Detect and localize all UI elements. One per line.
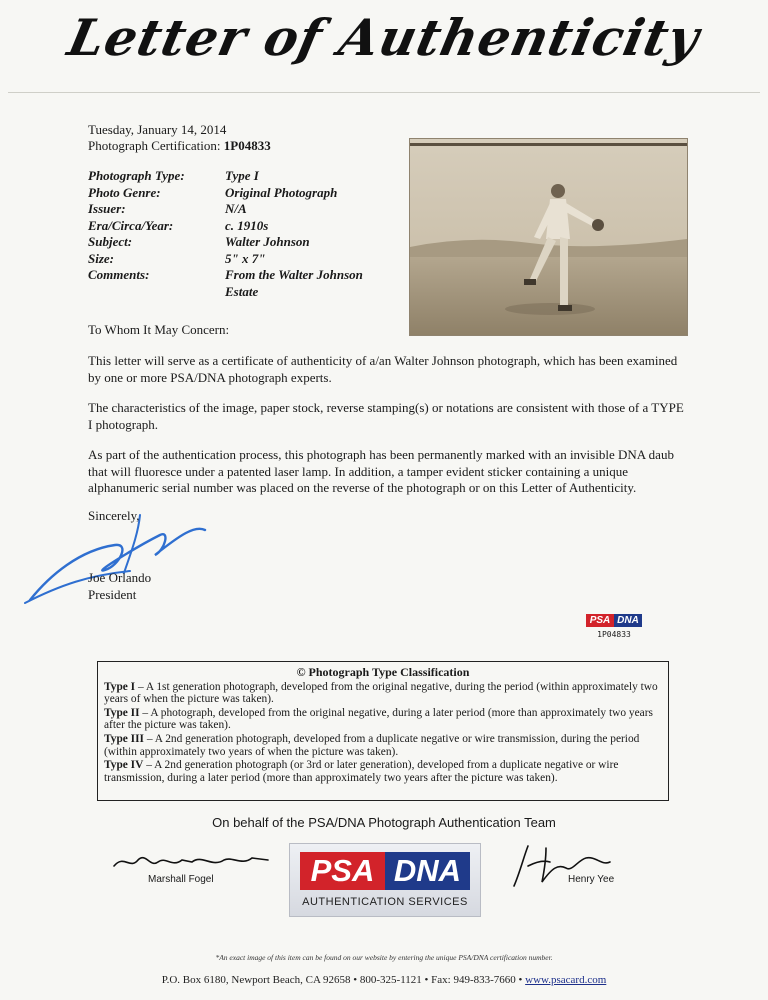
info-value: From the Walter Johnson Estate xyxy=(225,267,363,299)
info-row-type xyxy=(88,168,385,185)
document-title: Letter of Authenticity xyxy=(63,8,705,67)
photo-info-table xyxy=(88,168,385,300)
info-label: Photo Genre: xyxy=(88,184,161,200)
type-name: Type II xyxy=(104,706,140,719)
info-value: c. 1910s xyxy=(225,217,269,233)
classification-type-1 xyxy=(104,681,662,706)
info-value: 5" x 7" xyxy=(225,250,266,266)
classification-type-2 xyxy=(104,707,662,732)
salutation: To Whom It May Concern: xyxy=(88,322,230,337)
type-name: Type I xyxy=(104,680,136,693)
team-behalf-line: On behalf of the PSA/DNA Photograph Authentication Team xyxy=(212,815,556,830)
baseball-photograph xyxy=(409,138,688,336)
info-row-subject xyxy=(88,234,385,251)
badge-dna-text: DNA xyxy=(385,852,470,890)
badge-psa-text: PSA xyxy=(300,852,385,890)
info-value: Walter Johnson xyxy=(225,234,310,249)
info-value: Original Photograph xyxy=(225,184,338,200)
henry-yee-name: Henry Yee xyxy=(568,874,615,885)
badge-subtitle: AUTHENTICATION SERVICES xyxy=(302,896,468,908)
info-row-size xyxy=(88,251,385,268)
psa-dna-logo xyxy=(300,852,470,890)
info-label: Issuer: xyxy=(88,201,126,216)
type-name: Type III xyxy=(104,732,144,745)
psa-logo-text: PSA xyxy=(586,614,614,627)
info-value: N/A xyxy=(225,201,247,216)
info-row-issuer xyxy=(88,201,385,218)
dna-logo-text: DNA xyxy=(614,614,642,627)
pitcher-photo-image xyxy=(410,139,687,335)
title-divider xyxy=(8,92,760,93)
info-label: Photograph Type: xyxy=(88,168,185,183)
signer-block xyxy=(88,570,151,603)
signer-name: Joe Orlando xyxy=(88,570,152,585)
website-footnote: *An exact image of this item can be found on our website by entering the unique PSA/DNA certification number. xyxy=(215,953,553,962)
authentication-services-badge xyxy=(289,843,481,917)
type-name: Type IV xyxy=(104,759,144,772)
type-description: – A 1st generation photograph, developed from the original negative, during the period (within approximately two years of when the picture was taken). xyxy=(104,680,658,706)
classification-type-4 xyxy=(104,759,662,784)
type-description: – A 2nd generation photograph, developed from a duplicate negative or wire transmission, during the period (within approximately two years of when the picture was taken). xyxy=(104,732,640,758)
signer-title: President xyxy=(88,586,137,602)
paragraph-authenticity: This letter will serve as a certificate of authenticity of a/an Walter Johnson photograph, which has been examined by one or more PSA/DNA photograph experts. xyxy=(88,353,678,385)
letter-date: Tuesday, January 14, 2014 xyxy=(88,122,227,137)
paragraph-characteristics: The characteristics of the image, paper stock, reverse stamping(s) or notations are consistent with those of a TYPE I photograph. xyxy=(88,400,684,432)
info-row-era xyxy=(88,218,385,235)
marshall-fogel-signature xyxy=(112,848,272,874)
info-label: Size: xyxy=(88,250,114,266)
info-row-comments xyxy=(88,267,385,300)
certification-number: 1P04833 xyxy=(223,138,271,153)
sticker-serial: 1P04833 xyxy=(597,630,631,639)
psa-dna-logo-small xyxy=(586,614,642,627)
classification-heading: © Photograph Type Classification xyxy=(296,665,470,679)
psa-dna-sticker xyxy=(586,614,642,639)
contact-footer xyxy=(0,974,768,986)
info-row-genre xyxy=(88,185,385,202)
classification-type-3 xyxy=(104,733,662,758)
certification-line xyxy=(88,138,271,154)
closing: Sincerely, xyxy=(88,508,140,523)
type-description: – A photograph, developed from the original negative, during a later period (more than approximately two years after the picture was taken). xyxy=(104,706,653,732)
classification-box xyxy=(97,661,669,801)
info-value: Type I xyxy=(225,168,259,183)
type-description: – A 2nd generation photograph (or 3rd or later generation), developed from a duplicate negative or wire transmission, during a later period (more than approximately two years after the picture was taken). xyxy=(104,759,619,784)
info-label: Comments: xyxy=(88,267,150,282)
footer-website-link[interactable]: www.psacard.com xyxy=(525,974,607,986)
footer-address: P.O. Box 6180, Newport Beach, CA 92658 • 800-325-1121 • Fax: 949-833-7660 • xyxy=(161,974,526,986)
paragraph-dna-process: As part of the authentication process, this photograph has been permanently marked with an invisible DNA daub that will fluoresce under a patented laser lamp. In addition, a tamper evident sticker containing a unique alphanumeric serial number was placed on the reverse of the photograph or on this Letter of Authenticity. xyxy=(88,447,674,495)
info-label: Subject: xyxy=(88,234,133,249)
certification-label: Photograph Certification: xyxy=(88,138,221,153)
info-label: Era/Circa/Year: xyxy=(88,217,174,233)
marshall-fogel-name: Marshall Fogel xyxy=(148,874,214,885)
